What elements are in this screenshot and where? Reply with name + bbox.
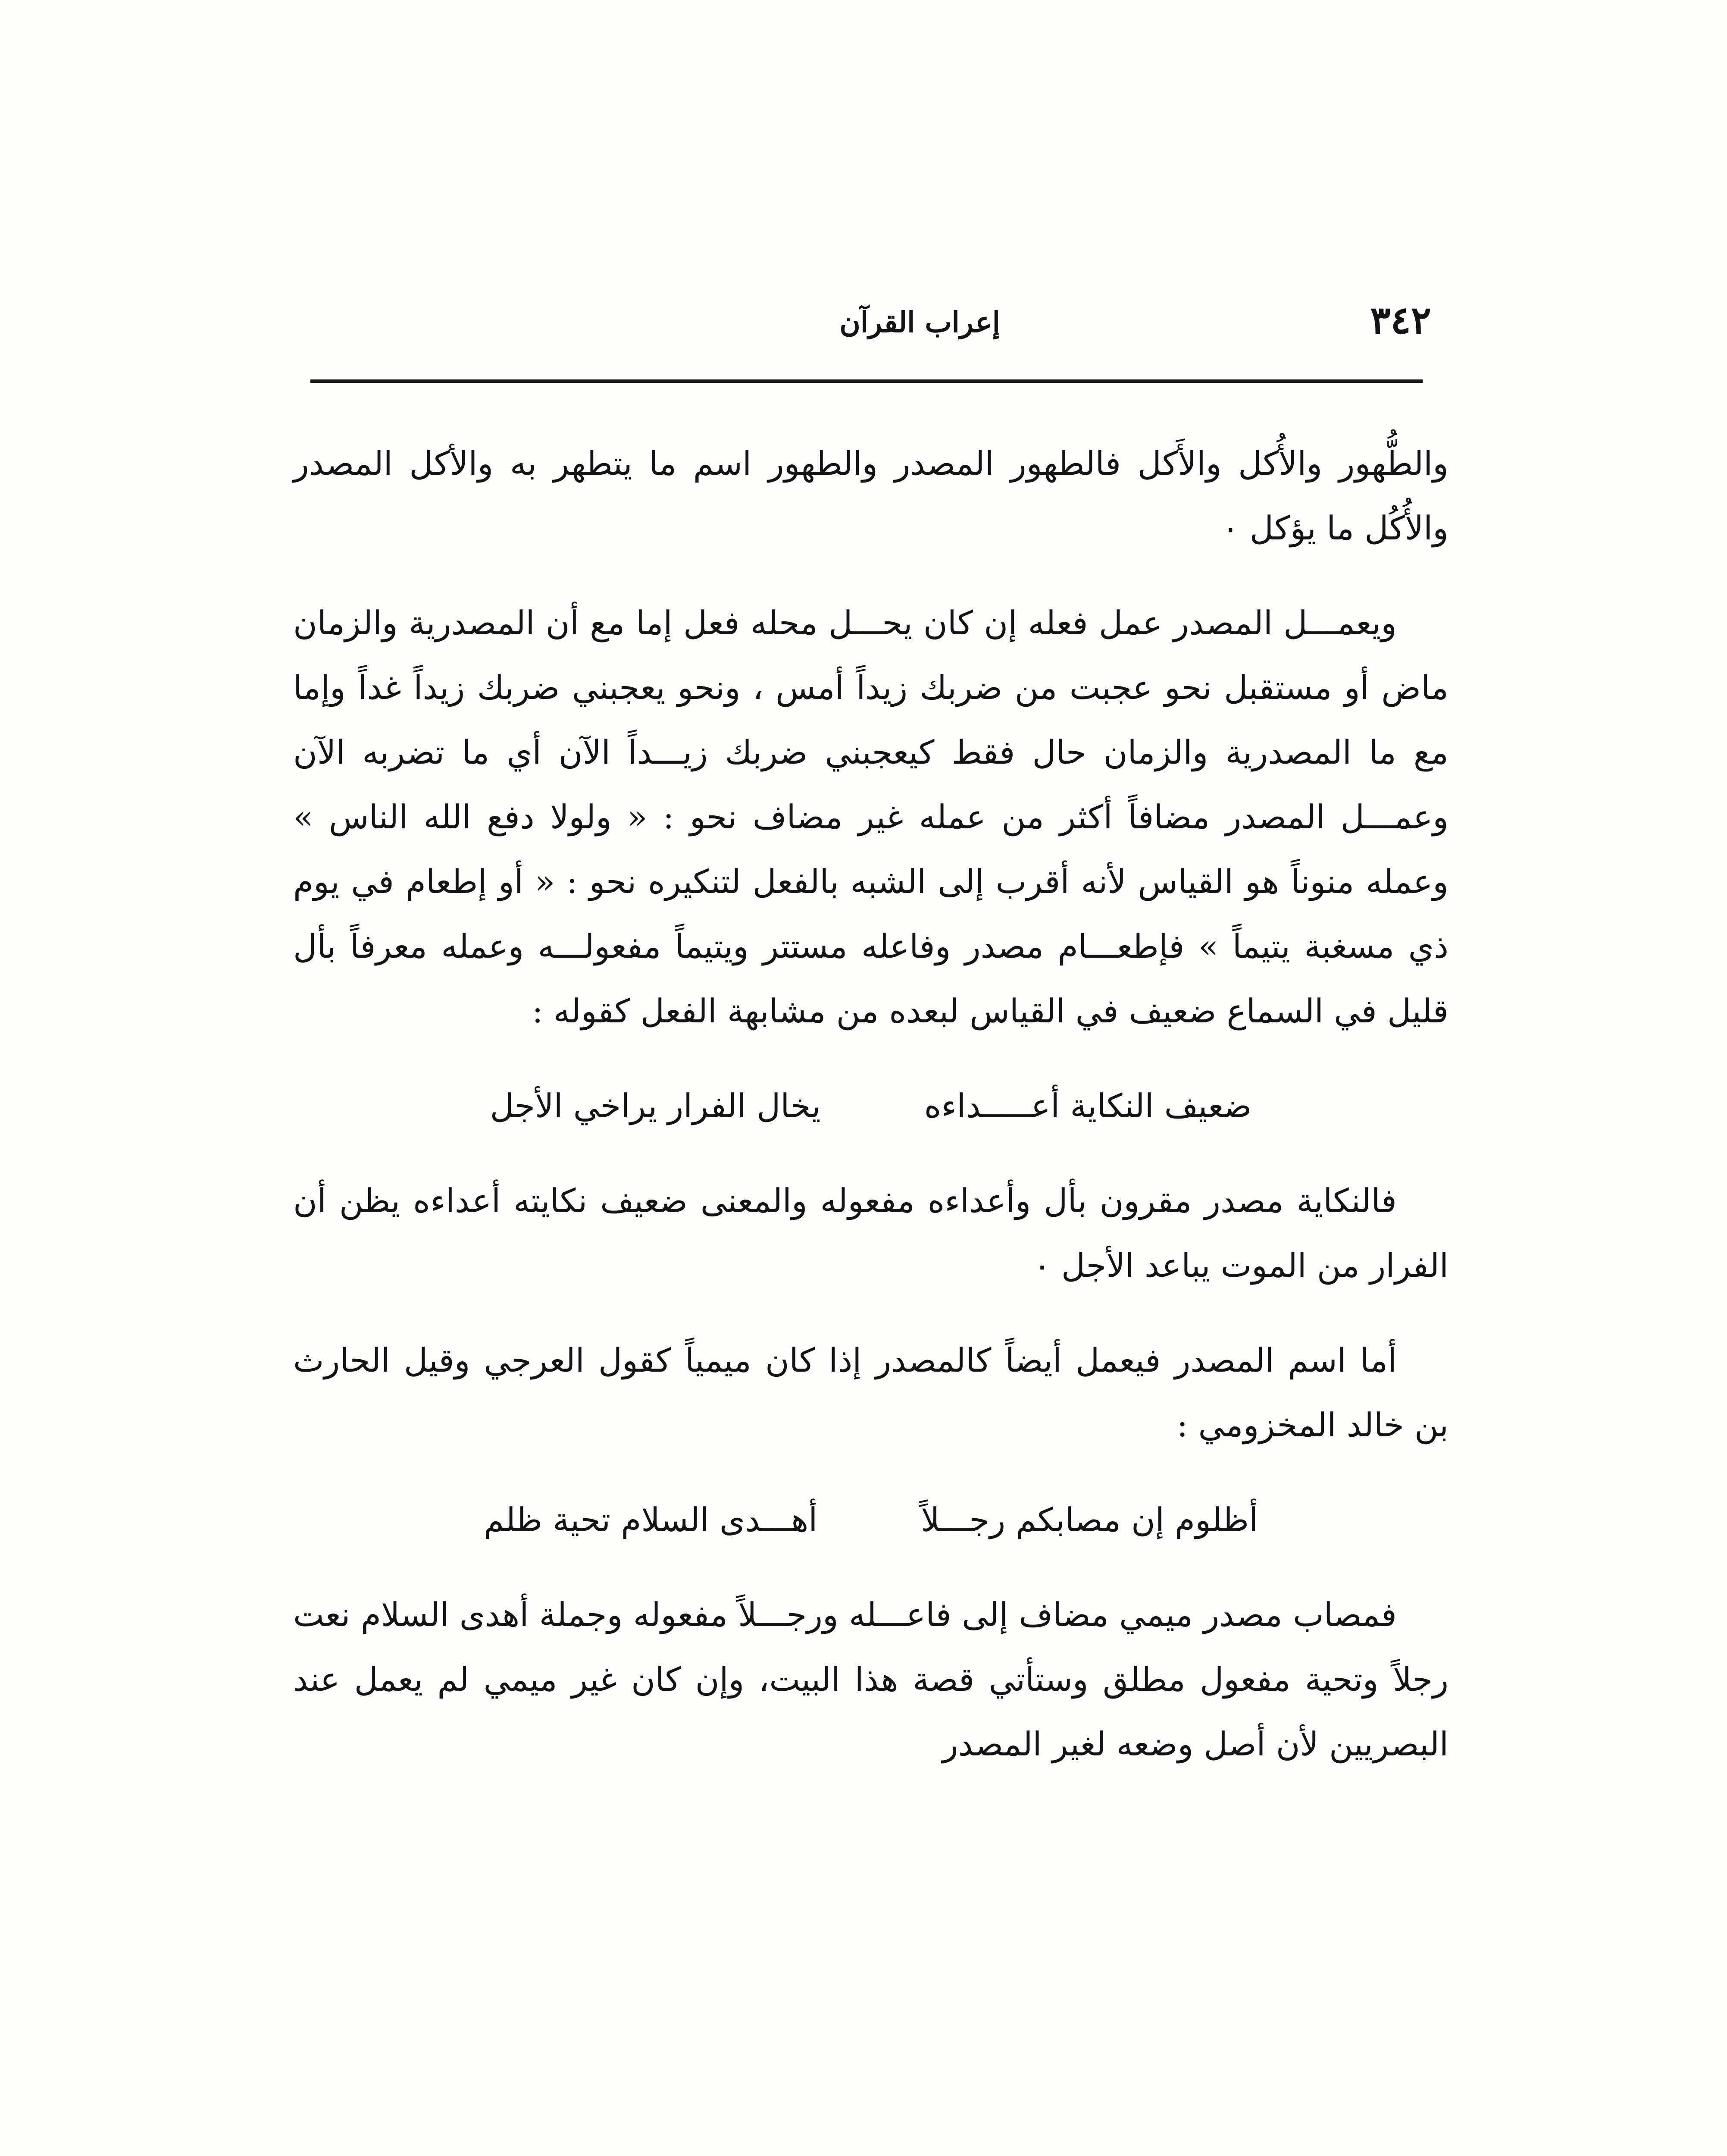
page-number: ٣٤٢ [1370,298,1431,342]
paragraph-gap [293,1298,1449,1328]
header-rule [310,379,1423,383]
paragraph-gap [293,1138,1449,1169]
body-text [293,431,1449,1777]
paragraph-5: فمصاب مصدر ميمي مضاف إلى فاعـــله ورجـــلاً مفعوله وجملة أهدى السلام نعت رجلاً وتحية مفعول مطلق وستأتي قصة هذا البيت، وإن كان غير ميمي لم يعمل عند البصريين لأن أصل وضعه لغير المصدر [293,1595,1449,1763]
verse-2-second-hemistich: أهـــدى السلام تحية ظلم [483,1501,818,1539]
paragraph-gap [293,1044,1449,1074]
paragraph-gap [293,1552,1449,1583]
verse-1-second-hemistich: يخال الفرار يراخي الأجل [490,1087,821,1125]
verse-1-first-hemistich: ضعيف النكاية أعـــــداءه [924,1087,1252,1125]
paragraph-1: والطُّهور والأُكل والأَكل فالطهور المصدر والطهور اسم ما يتطهر به والأكل المصدر والأُكُل ما يؤكل ٠ [293,444,1449,547]
paragraph-gap [293,561,1449,591]
page-header [293,293,1431,379]
paragraph-3: فالنكاية مصدر مقرون بأل وأعداءه مفعوله والمعنى ضعيف نكايته أعداءه يظن أن الفرار من الموت يباعد الأجل ٠ [293,1181,1449,1285]
paragraph-2: ويعمـــل المصدر عمل فعله إن كان يحـــل محله فعل إما مع أن المصدرية والزمان ماض أو مستقبل نحو عجبت من ضربك زيداً أمس ، ونحو يعجبني ضربك زيداً غداً وإما مع ما المصدرية والزمان حال فقط كيعجبني ضربك زيـــداً الآن أي ما تضربه الآن وعمـــل المصدر مضافاً أكثر من عمله غير مضاف نحو : « ولولا دفع الله الناس » وعمله منوناً هو القياس لأنه أقرب إلى الشبه بالفعل لتنكيره نحو : « أو إطعام في يوم ذي مسغبة يتيماً » فإطعـــام مصدر وفاعله مستتر ويتيماً مفعولـــه وعمله معرفاً بأل قليل في السماع ضعيف في القياس لبعده من مشابهة الفعل كقوله : [293,604,1449,1030]
paragraph-gap [293,1457,1449,1488]
verse-1 [293,1074,1449,1138]
verse-2 [293,1488,1449,1552]
running-title: إعراب القرآن [839,305,1000,339]
paragraph-4: أما اسم المصدر فيعمل أيضاً كالمصدر إذا كان ميمياً كقول العرجي وقيل الحارث بن خالد المخزومي : [293,1341,1449,1444]
verse-2-first-hemistich: أظلوم إن مصابكم رجـــلاً [921,1501,1258,1539]
